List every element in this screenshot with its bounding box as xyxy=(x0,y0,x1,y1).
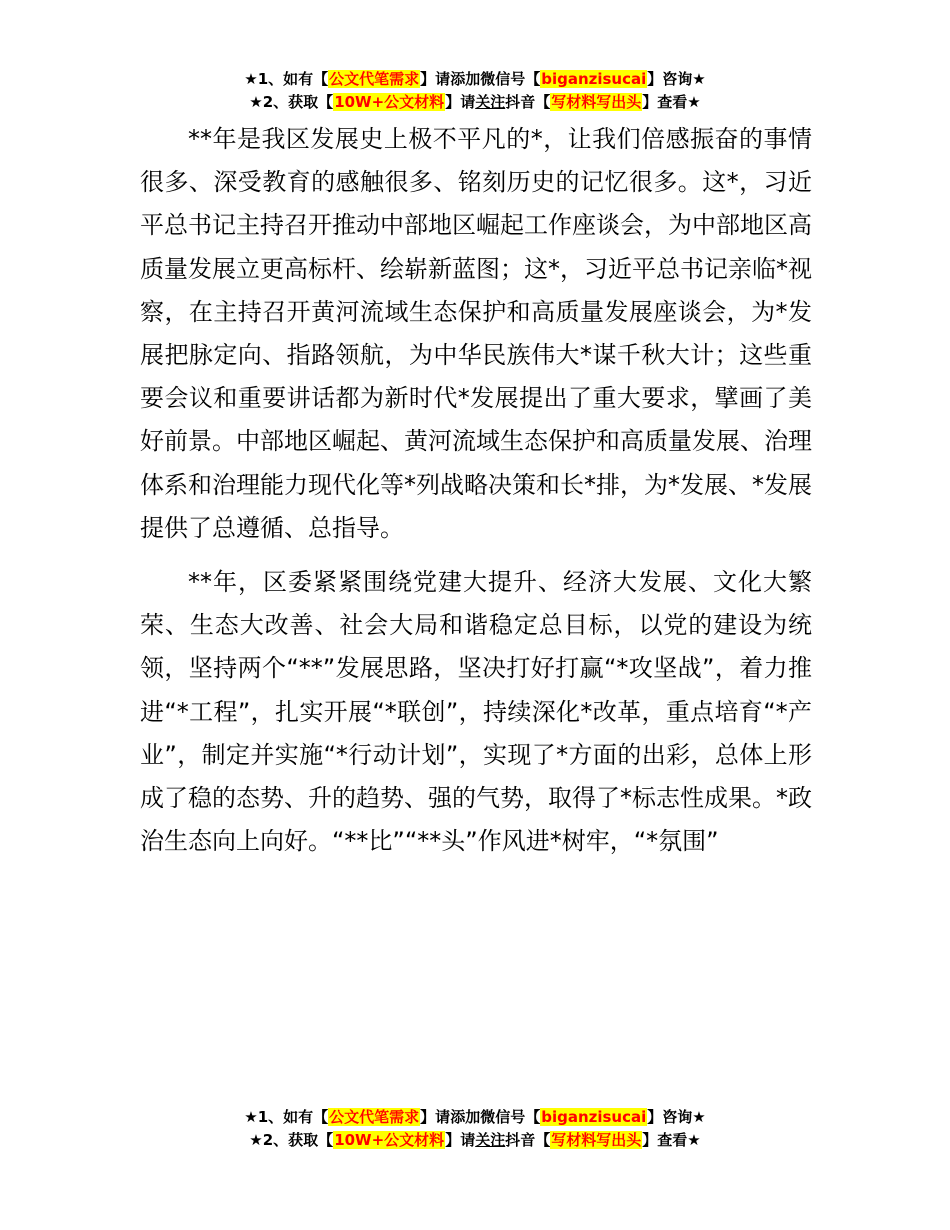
paragraph: **年，区委紧紧围绕党建大提升、经济大发展、文化大繁荣、生态大改善、社会大局和谐稳定总目标，以党的建设为统领，坚持两个“**”发展思路，坚决打好打赢“*攻坚战”，着力推进“*工程”，扎实开展“*联创”，持续深化*改革，重点培育“*产业”，制定并实施“*行动计划”，实现了*方面的出彩，总体上形成了稳的态势、升的趋势、强的气势，取得了*标志性成果。*政治生态向上向好。“**比”“**头”作风进*树牢，“*氛围” xyxy=(140,568,812,856)
highlight-wechat-id: biganzisucai xyxy=(541,1108,647,1126)
emphasis-text: 添加 xyxy=(450,1108,481,1126)
emphasis-text: 关注 xyxy=(475,93,506,111)
paragraph: **年是我区发展史上极不平凡的*，让我们倍感振奋的事情很多、深受教育的感触很多、铭刻历史的记忆很多。这*，习近平总书记主持召开推动中部地区崛起工作座谈会，为中部地区高质量发展立更高标杆、绘崭新蓝图；这*，习近平总书记亲临*视察，在主持召开黄河流域生态保护和高质量发展座谈会，为*发展把脉定向、指路领航，为中华民族伟大*谋千秋大计；这些重要会议和重要讲话都为新时代*发展提出了重大要求，擘画了美好前景。中部地区崛起、黄河流域生态保护和高质量发展、治理体系和治理能力现代化等*列战略决策和长*排，为*发展、*发展提供了总遵循、总指导。 xyxy=(140,125,812,542)
banner-text: 】查看★ xyxy=(642,93,701,111)
banner-text: 】请 xyxy=(420,1108,451,1126)
banner-text: 微信号【 xyxy=(480,1108,541,1126)
document-body xyxy=(140,118,812,874)
highlight-materials: 10W+公文材料 xyxy=(334,93,445,111)
highlight-service: 公文代笔需求 xyxy=(329,70,420,88)
banner-text: 】请 xyxy=(420,70,451,88)
emphasis-text: 添加 xyxy=(450,70,481,88)
banner-text: 】请 xyxy=(445,93,476,111)
banner-text: ★2、获取【 xyxy=(249,93,334,111)
highlight-douyin-account: 写材料写出头 xyxy=(551,93,642,111)
banner-text: 微信号【 xyxy=(480,70,541,88)
banner-text: ★2、获取【 xyxy=(249,1131,334,1149)
highlight-douyin-account: 写材料写出头 xyxy=(551,1131,642,1149)
banner-line-2 xyxy=(0,91,950,114)
highlight-service: 公文代笔需求 xyxy=(329,1108,420,1126)
banner-line-2 xyxy=(0,1129,950,1152)
banner-text: 抖音【 xyxy=(505,93,551,111)
banner-text: ★1、如有【 xyxy=(244,70,329,88)
highlight-wechat-id: biganzisucai xyxy=(541,70,647,88)
banner-line-1 xyxy=(0,68,950,91)
banner-text: 抖音【 xyxy=(505,1131,551,1149)
banner-text: 】咨询★ xyxy=(647,1108,706,1126)
banner-text: 】咨询★ xyxy=(647,70,706,88)
banner-text: 】请 xyxy=(445,1131,476,1149)
footer-banner xyxy=(0,1106,950,1152)
emphasis-text: 关注 xyxy=(475,1131,506,1149)
banner-text: ★1、如有【 xyxy=(244,1108,329,1126)
highlight-materials: 10W+公文材料 xyxy=(334,1131,445,1149)
banner-line-1 xyxy=(0,1106,950,1129)
header-banner xyxy=(0,68,950,114)
banner-text: 】查看★ xyxy=(642,1131,701,1149)
